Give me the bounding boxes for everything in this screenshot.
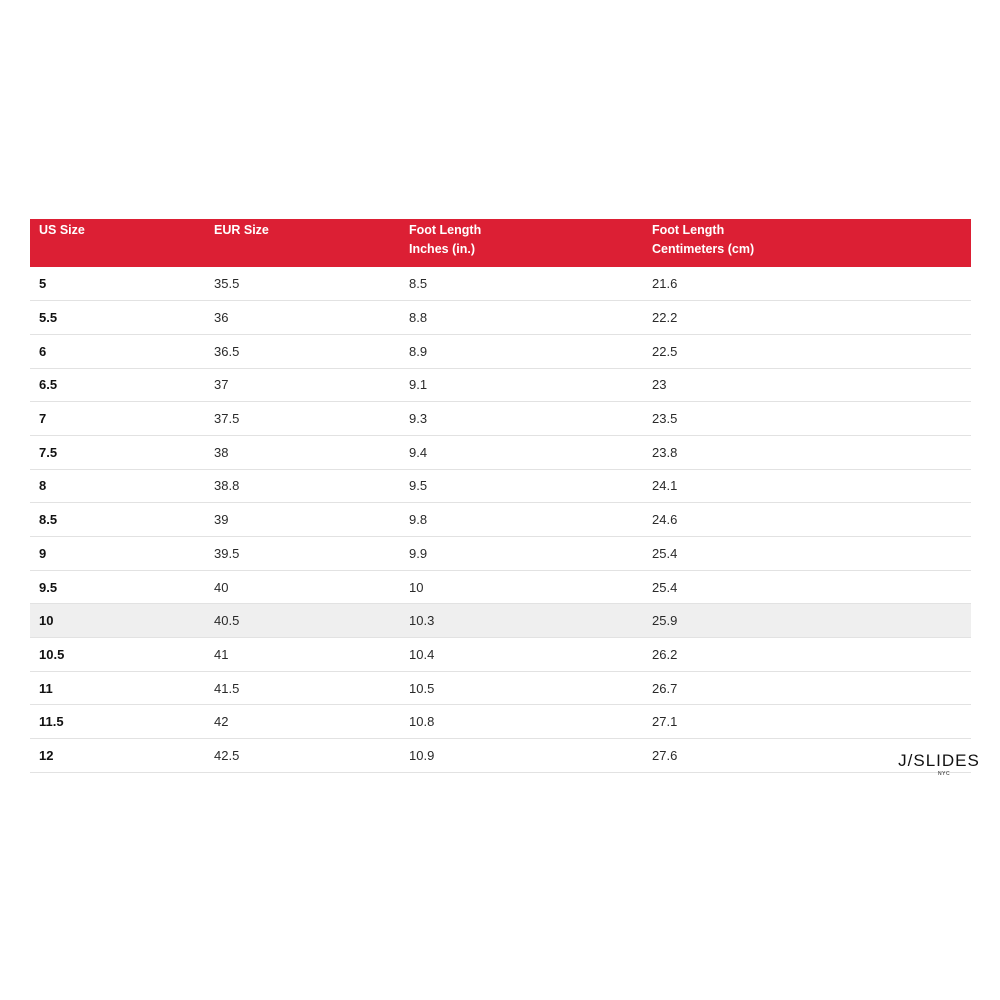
us-size-cell: 8.5 bbox=[30, 503, 205, 537]
cm-cell: 26.7 bbox=[643, 671, 971, 705]
us-size-cell: 5.5 bbox=[30, 301, 205, 335]
us-size-cell: 12 bbox=[30, 739, 205, 773]
cm-cell: 22.2 bbox=[643, 301, 971, 335]
inches-cell: 9.9 bbox=[400, 537, 643, 571]
header-row bbox=[30, 219, 971, 267]
eur-size-cell: 39.5 bbox=[205, 537, 400, 571]
header-eur-size-line1: EUR Size bbox=[214, 223, 269, 237]
table-row bbox=[30, 537, 971, 571]
inches-cell: 9.5 bbox=[400, 469, 643, 503]
cm-cell: 24.1 bbox=[643, 469, 971, 503]
inches-cell: 8.9 bbox=[400, 334, 643, 368]
cm-cell: 25.9 bbox=[643, 604, 971, 638]
eur-size-cell: 37.5 bbox=[205, 402, 400, 436]
eur-size-cell: 37 bbox=[205, 368, 400, 402]
inches-cell: 9.4 bbox=[400, 435, 643, 469]
size-chart-table bbox=[30, 219, 971, 773]
table-row bbox=[30, 671, 971, 705]
header-cm-line1: Foot Length bbox=[652, 223, 725, 237]
table-row bbox=[30, 638, 971, 672]
table-row bbox=[30, 705, 971, 739]
inches-cell: 10 bbox=[400, 570, 643, 604]
us-size-cell: 6.5 bbox=[30, 368, 205, 402]
us-size-cell: 9 bbox=[30, 537, 205, 571]
us-size-cell: 10.5 bbox=[30, 638, 205, 672]
eur-size-cell: 41 bbox=[205, 638, 400, 672]
table-row bbox=[30, 604, 971, 638]
eur-size-cell: 42 bbox=[205, 705, 400, 739]
table-row bbox=[30, 503, 971, 537]
inches-cell: 8.8 bbox=[400, 301, 643, 335]
cm-cell: 21.6 bbox=[643, 267, 971, 301]
cm-cell: 23.5 bbox=[643, 402, 971, 436]
table-header bbox=[30, 219, 971, 267]
cm-cell: 25.4 bbox=[643, 537, 971, 571]
inches-cell: 9.3 bbox=[400, 402, 643, 436]
inches-cell: 10.9 bbox=[400, 739, 643, 773]
eur-size-cell: 38 bbox=[205, 435, 400, 469]
table-row bbox=[30, 570, 971, 604]
eur-size-cell: 36 bbox=[205, 301, 400, 335]
eur-size-cell: 36.5 bbox=[205, 334, 400, 368]
cm-cell: 22.5 bbox=[643, 334, 971, 368]
inches-cell: 9.8 bbox=[400, 503, 643, 537]
table-body bbox=[30, 267, 971, 772]
cm-cell: 23 bbox=[643, 368, 971, 402]
us-size-cell: 8 bbox=[30, 469, 205, 503]
brand-logo bbox=[886, 751, 992, 777]
header-eur-size bbox=[205, 219, 400, 267]
inches-cell: 10.3 bbox=[400, 604, 643, 638]
brand-wordmark: J/SLIDES bbox=[898, 751, 980, 770]
us-size-cell: 11 bbox=[30, 671, 205, 705]
inches-cell: 9.1 bbox=[400, 368, 643, 402]
cm-cell: 26.2 bbox=[643, 638, 971, 672]
us-size-cell: 10 bbox=[30, 604, 205, 638]
cm-cell: 24.6 bbox=[643, 503, 971, 537]
header-cm-line2: Centimeters (cm) bbox=[652, 242, 755, 256]
table-row bbox=[30, 267, 971, 301]
header-inches-line1: Foot Length bbox=[409, 223, 482, 237]
cm-cell: 27.1 bbox=[643, 705, 971, 739]
table-row bbox=[30, 334, 971, 368]
table-row bbox=[30, 301, 971, 335]
eur-size-cell: 39 bbox=[205, 503, 400, 537]
header-foot-length-cm bbox=[643, 219, 971, 267]
table-row bbox=[30, 469, 971, 503]
us-size-cell: 7.5 bbox=[30, 435, 205, 469]
table-row bbox=[30, 739, 971, 773]
inches-cell: 10.5 bbox=[400, 671, 643, 705]
header-us-size-line1: US Size bbox=[39, 223, 85, 237]
inches-cell: 8.5 bbox=[400, 267, 643, 301]
us-size-cell: 6 bbox=[30, 334, 205, 368]
brand-sub: NYC bbox=[938, 771, 951, 777]
cm-cell: 23.8 bbox=[643, 435, 971, 469]
inches-cell: 10.4 bbox=[400, 638, 643, 672]
table-row bbox=[30, 435, 971, 469]
inches-cell: 10.8 bbox=[400, 705, 643, 739]
eur-size-cell: 41.5 bbox=[205, 671, 400, 705]
us-size-cell: 5 bbox=[30, 267, 205, 301]
cm-cell: 25.4 bbox=[643, 570, 971, 604]
eur-size-cell: 40.5 bbox=[205, 604, 400, 638]
header-foot-length-inches bbox=[400, 219, 643, 267]
us-size-cell: 7 bbox=[30, 402, 205, 436]
header-inches-line2: Inches (in.) bbox=[409, 242, 475, 256]
cm-cell: 27.6 bbox=[643, 739, 971, 773]
us-size-cell: 11.5 bbox=[30, 705, 205, 739]
table-row bbox=[30, 402, 971, 436]
header-us-size bbox=[30, 219, 205, 267]
eur-size-cell: 42.5 bbox=[205, 739, 400, 773]
eur-size-cell: 38.8 bbox=[205, 469, 400, 503]
us-size-cell: 9.5 bbox=[30, 570, 205, 604]
eur-size-cell: 40 bbox=[205, 570, 400, 604]
table-row bbox=[30, 368, 971, 402]
eur-size-cell: 35.5 bbox=[205, 267, 400, 301]
